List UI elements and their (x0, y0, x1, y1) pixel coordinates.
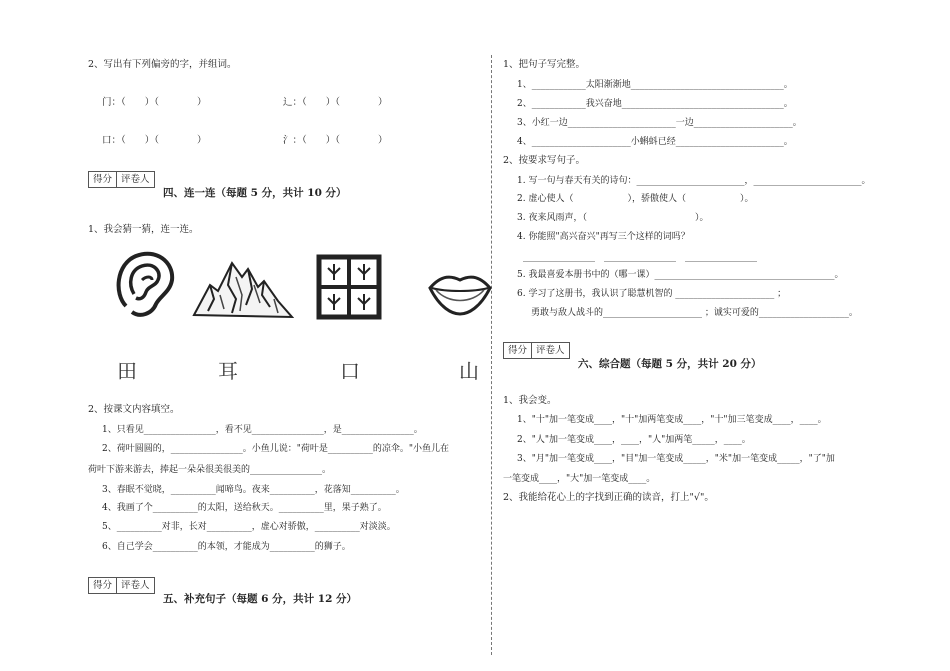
fill-question: 2、按课文内容填空。 (88, 404, 180, 415)
transform-line-2: 2、"人"加一笔变成____，____，"人"加两笔_____，____。 (517, 435, 751, 445)
radical-row-men: 门：（ ）（ ） (102, 97, 207, 108)
write-line-2: 2. 虚心使人（ ），骄傲使人（ ）。 (517, 194, 754, 204)
score-label: 得分 (508, 345, 528, 356)
section-6-title: 六、综合题（每题 5 分，共计 20 分） (578, 358, 762, 370)
complete-line-3: 3、小红一边________________________一边______________________。 (517, 118, 802, 128)
fill-line-2b: 荷叶下游来游去，捧起一朵朵很美很美的________________。 (88, 465, 332, 475)
score-box-5 (88, 577, 155, 594)
complete-line-2: 2、____________我兴奋地____________________________________。 (517, 99, 793, 109)
write-line-4: 4. 你能照"高兴奋兴"再写三个这样的词吗？ (517, 232, 690, 242)
complete-line-1: 1、____________太阳渐渐地__________________________________。 (517, 80, 793, 90)
write-line-4-blanks: ________________ ________________ ________________ (523, 252, 758, 262)
transform-line-1: 1、"十"加一笔变成____，"十"加两笔变成____，"十"加三笔变成____，____。 (517, 415, 827, 425)
fill-line-1: 1、只看见________________，看不见________________，是________________。 (102, 425, 423, 435)
write-line-6: 6. 学习了这册书，我认识了聪慧机智的 ______________________ ； (517, 289, 787, 299)
radical-row-kou: 口：（ ）（ ） (102, 135, 207, 146)
match-char-tian[interactable]: 田 (117, 359, 137, 383)
fill-line-2: 2、荷叶圆圆的，________________。小鱼儿说："荷叶是__________的凉伞。"小鱼儿在 (102, 444, 450, 454)
column-divider (491, 55, 492, 655)
pronunciation-question: 2、我能给花心上的字找到正确的读音，打上"√"。 (503, 492, 714, 503)
match-char-shan[interactable]: 山 (459, 359, 479, 383)
grader-label: 评卷人 (116, 578, 154, 593)
fill-line-6: 6、自己学会__________的本领，才能成为__________的狮子。 (102, 542, 351, 552)
score-label: 得分 (93, 580, 113, 591)
radical-question: 2、写出有下列偏旁的字，并组词。 (88, 59, 237, 70)
section-5-title: 五、补充句子（每题 6 分，共计 12 分） (163, 593, 358, 605)
radical-row-chuo: 辶：（ ）（ ） (283, 97, 388, 108)
mountain-picture (192, 255, 294, 323)
complete-question: 1、把句子写完整。 (503, 59, 586, 70)
match-char-er[interactable]: 耳 (218, 359, 238, 383)
score-box-6 (503, 342, 570, 359)
write-line-1: 1. 写一句与春天有关的诗句：________________________，________________________。 (517, 176, 871, 186)
fill-line-4: 4、我画了个__________的太阳，送给秋天。__________里，果子熟了。 (102, 503, 387, 513)
score-label: 得分 (93, 174, 113, 185)
transform-line-3b: 一笔变成____，"大"加一笔变成____。 (503, 474, 656, 484)
field-picture (316, 254, 382, 320)
mouth-picture (426, 268, 494, 318)
transform-line-3: 3、"月"加一笔变成____，"目"加一笔变成_____，"米"加一笔变成_____，"了"加 (517, 454, 835, 464)
score-box-4 (88, 171, 155, 188)
section-4-title: 四、连一连（每题 5 分，共计 10 分） (163, 187, 347, 199)
fill-line-5: 5、__________对非，长对__________，虚心对骄傲，__________对淡淡。 (102, 522, 396, 532)
write-line-5: 5. 我最喜爱本册书中的（哪一课）________________________________________。 (517, 270, 844, 280)
ear-picture (112, 248, 180, 320)
transform-question: 1、我会变。 (503, 395, 557, 406)
grader-label: 评卷人 (116, 172, 154, 187)
write-line-6b: 勇敢与敌人战斗的______________________ ；诚实可爱的____________________。 (531, 308, 858, 318)
complete-line-4: 4、______________________小蝌蚪已经________________________。 (517, 137, 793, 147)
grader-label: 评卷人 (531, 343, 569, 358)
radical-row-shui: 氵：（ ）（ ） (283, 135, 388, 146)
match-char-kou[interactable]: 口 (340, 359, 360, 383)
match-question: 1、我会猜一猜，连一连。 (88, 224, 199, 235)
write-question: 2、按要求写句子。 (503, 155, 586, 166)
fill-line-3: 3、春眠不觉晓，__________闻啼鸟。夜来__________，花落知__________。 (102, 485, 405, 495)
write-line-3: 3. 夜来风雨声，（ ）。 (517, 213, 709, 223)
